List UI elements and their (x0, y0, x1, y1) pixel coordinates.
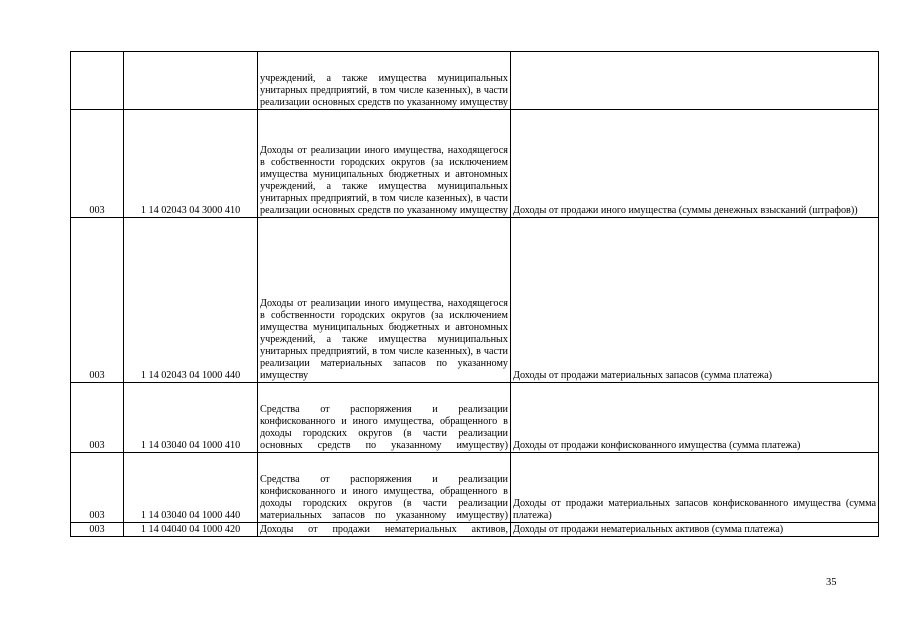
table-row (71, 52, 879, 110)
revenue-description-cell: Доходы от продажи нематериальных активов, (258, 523, 511, 537)
revenue-description-cell: Доходы от реализации иного имущества, находящегося в собственности городских округов (за исключением имущества муниципальных бюджетных и автономных учреждений, а также имущества муниципальных унитарных предприятий, в том числе казенных), в части реализации материальных запасов по указанному имуществу (258, 218, 511, 383)
kbk-code-cell (124, 52, 258, 110)
revenue-description-cell: учреждений, а также имущества муниципальных унитарных предприятий, в том числе казенных), в части реализации основных средств по указанному имуществу (258, 52, 511, 110)
revenue-description-cell: Средства от распоряжения и реализации конфискованного и иного имущества, обращенного в доходы городских округов (в части реализации материальных запасов по указанному имуществу) (258, 453, 511, 523)
table-row (71, 523, 879, 537)
table-row (71, 453, 879, 523)
admin-code-cell: 003 (71, 218, 124, 383)
admin-code-cell: 003 (71, 110, 124, 218)
kbk-code-cell: 1 14 04040 04 1000 420 (124, 523, 258, 537)
table-row (71, 383, 879, 453)
revenue-name-cell (511, 52, 879, 110)
revenue-description-cell: Доходы от реализации иного имущества, находящегося в собственности городских округов (за исключением имущества муниципальных бюджетных и автономных учреждений, а также имущества муниципальных унитарных предприятий, в том числе казенных), в части реализации основных средств по указанному имуществу (258, 110, 511, 218)
revenue-description-cell: Средства от распоряжения и реализации конфискованного и иного имущества, обращенного в доходы городских округов (в части реализации основных средств по указанному имуществу) (258, 383, 511, 453)
admin-code-cell: 003 (71, 453, 124, 523)
table-row (71, 218, 879, 383)
kbk-code-cell: 1 14 03040 04 1000 440 (124, 453, 258, 523)
kbk-code-cell: 1 14 02043 04 3000 410 (124, 110, 258, 218)
revenue-name-cell: Доходы от продажи нематериальных активов (сумма платежа) (511, 523, 879, 537)
revenue-name-cell: Доходы от продажи иного имущества (суммы денежных взысканий (штрафов)) (511, 110, 879, 218)
revenue-name-cell: Доходы от продажи материальных запасов (сумма платежа) (511, 218, 879, 383)
admin-code-cell (71, 52, 124, 110)
table-row (71, 110, 879, 218)
page-number: 35 (826, 577, 837, 588)
kbk-code-cell: 1 14 02043 04 1000 440 (124, 218, 258, 383)
kbk-code-cell: 1 14 03040 04 1000 410 (124, 383, 258, 453)
admin-code-cell: 003 (71, 383, 124, 453)
budget-revenue-table (70, 51, 879, 537)
revenue-name-cell: Доходы от продажи конфискованного имущества (сумма платежа) (511, 383, 879, 453)
admin-code-cell: 003 (71, 523, 124, 537)
revenue-name-cell: Доходы от продажи материальных запасов конфискованного имущества (сумма платежа) (511, 453, 879, 523)
